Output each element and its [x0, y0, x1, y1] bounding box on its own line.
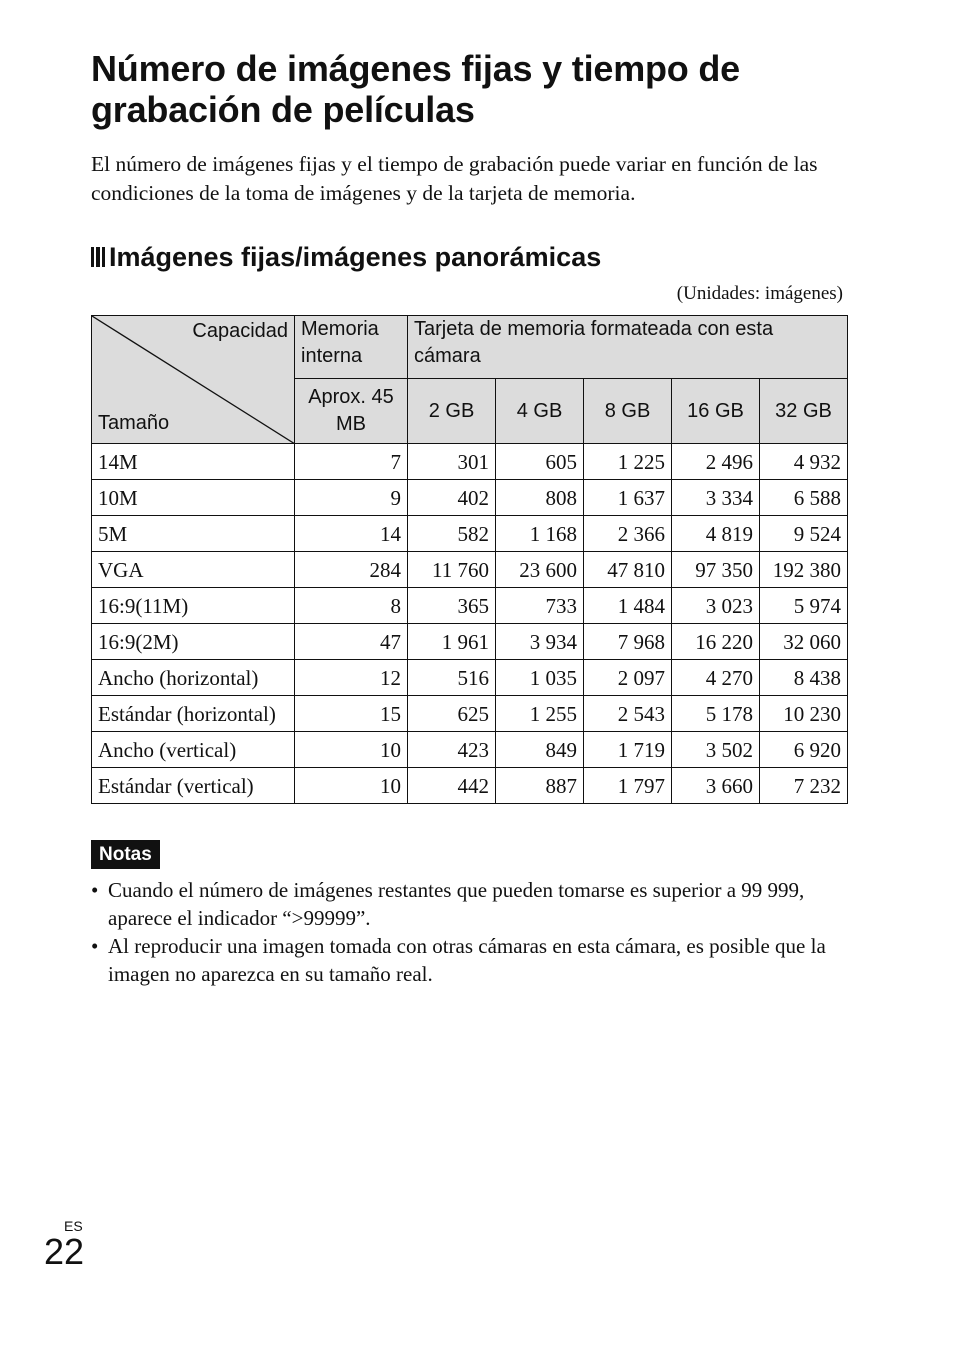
- table-cell: 2 366: [584, 516, 672, 552]
- row-label: Ancho (vertical): [92, 732, 295, 768]
- row-label: 16:9(2M): [92, 624, 295, 660]
- table-cell: 1 961: [408, 624, 496, 660]
- note-item: [91, 932, 851, 988]
- section-heading: [91, 240, 851, 274]
- table-cell: 365: [408, 588, 496, 624]
- table-cell: 10: [295, 732, 408, 768]
- capacity-label: Capacidad: [192, 320, 288, 342]
- table-cell: 402: [408, 480, 496, 516]
- table-cell: 1 255: [496, 696, 584, 732]
- table-cell: 7 232: [760, 768, 848, 804]
- table-cell: 1 719: [584, 732, 672, 768]
- table-cell: 15: [295, 696, 408, 732]
- column-header: Aprox. 45 MB: [295, 379, 408, 444]
- units-label: (Unidades: imágenes): [676, 283, 843, 304]
- row-label: Estándar (horizontal): [92, 696, 295, 732]
- note-item: [91, 876, 851, 932]
- column-header: 32 GB: [760, 379, 848, 444]
- table-cell: 849: [496, 732, 584, 768]
- table-cell: 1 225: [584, 444, 672, 480]
- table-cell: 3 502: [672, 732, 760, 768]
- table-cell: 1 797: [584, 768, 672, 804]
- column-header: 8 GB: [584, 379, 672, 444]
- column-header: 4 GB: [496, 379, 584, 444]
- table-cell: 32 060: [760, 624, 848, 660]
- row-label: Ancho (horizontal): [92, 660, 295, 696]
- column-header: 2 GB: [408, 379, 496, 444]
- table-row: [92, 588, 848, 624]
- table-cell: 4 270: [672, 660, 760, 696]
- table-cell: 1 637: [584, 480, 672, 516]
- table-cell: 10 230: [760, 696, 848, 732]
- table-cell: 1 484: [584, 588, 672, 624]
- page-title: Número de imágenes fijas y tiempo de grabación de películas: [91, 48, 740, 130]
- table-cell: 6 920: [760, 732, 848, 768]
- table-cell: 10: [295, 768, 408, 804]
- table-cell: 3 660: [672, 768, 760, 804]
- table-cell: 423: [408, 732, 496, 768]
- table-cell: 14: [295, 516, 408, 552]
- table-cell: 47 810: [584, 552, 672, 588]
- table-cell: 516: [408, 660, 496, 696]
- table-row: [92, 516, 848, 552]
- table-cell: 11 760: [408, 552, 496, 588]
- table-cell: 284: [295, 552, 408, 588]
- table-cell: 47: [295, 624, 408, 660]
- corner-header: [92, 316, 295, 444]
- table-cell: 9 524: [760, 516, 848, 552]
- table-cell: 4 819: [672, 516, 760, 552]
- table-cell: 192 380: [760, 552, 848, 588]
- intro-paragraph: El número de imágenes fijas y el tiempo de grabación puede variar en función de las condiciones de la toma de imágenes y de la tarjeta de memoria.: [91, 152, 818, 205]
- table-row: [92, 552, 848, 588]
- table-row: [92, 732, 848, 768]
- table-cell: 8: [295, 588, 408, 624]
- table-cell: 3 334: [672, 480, 760, 516]
- table-cell: 442: [408, 768, 496, 804]
- table-cell: 2 097: [584, 660, 672, 696]
- notes-list: [91, 876, 851, 988]
- table-row: [92, 696, 848, 732]
- table-cell: 625: [408, 696, 496, 732]
- table-cell: 887: [496, 768, 584, 804]
- table-row: [92, 480, 848, 516]
- image-count-table: [91, 315, 848, 804]
- row-label: 5M: [92, 516, 295, 552]
- section-title: Imágenes fijas/imágenes panorámicas: [109, 242, 602, 272]
- table-cell: 733: [496, 588, 584, 624]
- table-cell: 1 168: [496, 516, 584, 552]
- section-marker-icon: [91, 247, 105, 267]
- row-label: VGA: [92, 552, 295, 588]
- table-cell: 2 543: [584, 696, 672, 732]
- table-cell: 808: [496, 480, 584, 516]
- table-cell: 5 178: [672, 696, 760, 732]
- language-code: ES: [64, 1218, 83, 1234]
- table-cell: 12: [295, 660, 408, 696]
- bullet-icon: •: [91, 878, 99, 902]
- column-header: 16 GB: [672, 379, 760, 444]
- table-cell: 8 438: [760, 660, 848, 696]
- note-text: Al reproducir una imagen tomada con otras cámaras en esta cámara, es posible que la imagen no aparezca en su tamaño real.: [108, 934, 826, 986]
- table-cell: 301: [408, 444, 496, 480]
- note-text: Cuando el número de imágenes restantes que pueden tomarse es superior a 99 999, aparece el indicador “>99999”.: [108, 878, 805, 930]
- card-header: Tarjeta de memoria formateada con esta cámara: [408, 316, 848, 379]
- size-label: Tamaño: [98, 412, 170, 434]
- row-label: 14M: [92, 444, 295, 480]
- page-number: 22: [44, 1231, 85, 1272]
- table-row: [92, 660, 848, 696]
- row-label: 16:9(11M): [92, 588, 295, 624]
- table-cell: 23 600: [496, 552, 584, 588]
- memory-header: Memoria interna: [295, 316, 408, 379]
- table-cell: 582: [408, 516, 496, 552]
- table-cell: 3 023: [672, 588, 760, 624]
- table-cell: 605: [496, 444, 584, 480]
- row-label: Estándar (vertical): [92, 768, 295, 804]
- table-cell: 9: [295, 480, 408, 516]
- table-cell: 6 588: [760, 480, 848, 516]
- table-cell: 3 934: [496, 624, 584, 660]
- table-cell: 5 974: [760, 588, 848, 624]
- notes-label: Notas: [91, 840, 160, 869]
- row-label: 10M: [92, 480, 295, 516]
- table-cell: 1 035: [496, 660, 584, 696]
- table-cell: 4 932: [760, 444, 848, 480]
- table-cell: 16 220: [672, 624, 760, 660]
- table-cell: 7 968: [584, 624, 672, 660]
- table-cell: 2 496: [672, 444, 760, 480]
- bullet-icon: •: [91, 934, 99, 958]
- table-cell: 7: [295, 444, 408, 480]
- table-row: [92, 444, 848, 480]
- table-row: [92, 768, 848, 804]
- table-cell: 97 350: [672, 552, 760, 588]
- table-row: [92, 624, 848, 660]
